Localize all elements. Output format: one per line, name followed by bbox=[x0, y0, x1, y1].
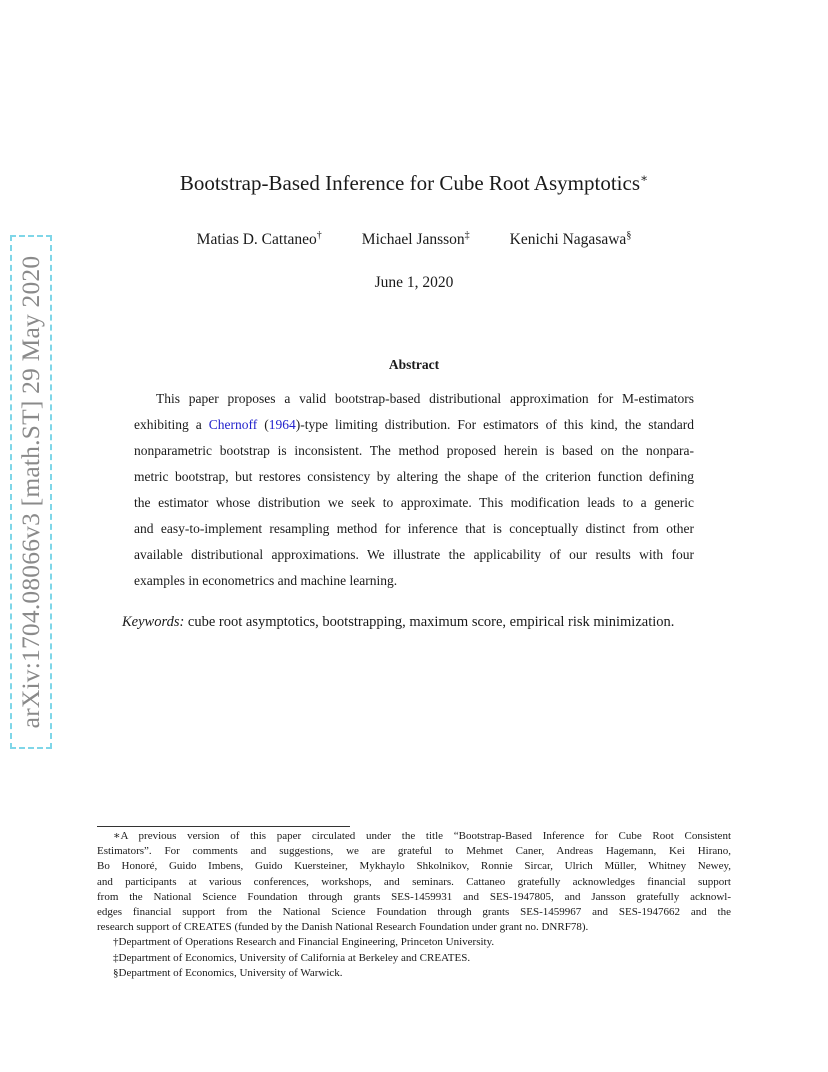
footnote-section: §Department of Economics, University of Warwick. bbox=[113, 966, 343, 979]
abstract-heading: Abstract bbox=[388, 357, 440, 372]
title-text: Bootstrap-Based Inference for Cube Root Asymptotics bbox=[179, 171, 640, 195]
author-list bbox=[0, 230, 828, 249]
abstract-body bbox=[134, 386, 694, 594]
footnote-line: from the National Science Foundation through grants SES-1459931 and SES-1947805, and Jansson gratefully acknowl- bbox=[97, 890, 731, 903]
keywords-label: Keywords: bbox=[122, 614, 185, 630]
citation-link-author[interactable]: Chernoff bbox=[208, 417, 258, 432]
abstract-line: nonparametric bootstrap is inconsistent. The method proposed herein is based on the nonpara- bbox=[134, 443, 694, 458]
author-footnote-mark: † bbox=[316, 230, 322, 241]
arxiv-stamp bbox=[10, 235, 52, 749]
author-1 bbox=[197, 230, 322, 249]
author-2 bbox=[362, 230, 470, 249]
footnote-line: ∗A previous version of this paper circulated under the title “Bootstrap-Based Inference for Cube Root Consistent bbox=[113, 830, 731, 842]
author-name: Matias D. Cattaneo bbox=[196, 231, 317, 248]
footnote-line: and participants at various conferences, workshops, and seminars. Cattaneo gratefully acknowledges financial support bbox=[97, 875, 731, 888]
footnote-line: Estimators”. For comments and suggestions, we are grateful to Mehmet Caner, Andreas Hagemann, Kei Hirano, bbox=[97, 845, 731, 858]
arxiv-identifier[interactable]: arXiv:1704.08066v3 [math.ST] 29 May 2020 bbox=[16, 255, 45, 729]
author-name: Michael Jansson bbox=[361, 231, 465, 248]
abstract-line: examples in econometrics and machine learning. bbox=[134, 573, 398, 588]
paper-title bbox=[0, 171, 828, 196]
footnote-dagger: †Department of Operations Research and Financial Engineering, Princeton University. bbox=[113, 936, 495, 949]
abstract-line-with-citation: exhibiting a Chernoff (1964)-type limiting distribution. For estimators of this kind, the standard bbox=[134, 417, 694, 432]
citation-link-year[interactable]: 1964 bbox=[268, 417, 296, 432]
footnote-line: research support of CREATES (funded by the Danish National Research Foundation under grant no. DNRF78). bbox=[97, 921, 589, 934]
footnote-divider bbox=[97, 826, 350, 827]
abstract-line: the estimator whose distribution we seek to approximate. This modification leads to a generic bbox=[134, 495, 694, 510]
author-name: Kenichi Nagasawa bbox=[509, 231, 627, 248]
abstract-line: and easy-to-implement resampling method for inference that is conceptually distinct from other bbox=[134, 521, 694, 536]
footnotes bbox=[97, 829, 731, 981]
author-3 bbox=[510, 230, 632, 249]
footnote-line: edges financial support from the National Science Foundation through grants SES-1459967 and SES-1947662 and the bbox=[97, 906, 731, 919]
paper-date: June 1, 2020 bbox=[374, 274, 454, 291]
author-footnote-mark: ‡ bbox=[464, 230, 470, 241]
author-footnote-mark: § bbox=[626, 230, 632, 241]
abstract-line: This paper proposes a valid bootstrap-based distributional approximation for M-estimators bbox=[156, 391, 694, 406]
keywords bbox=[122, 614, 674, 631]
title-footnote-mark: ∗ bbox=[640, 171, 649, 185]
footnote-line: Bo Honoré, Guido Imbens, Guido Kuersteiner, Mykhaylo Shkolnikov, Ronnie Sircar, Ulrich Müller, Whitney Newey, bbox=[97, 860, 731, 873]
keywords-text: cube root asymptotics, bootstrapping, maximum score, empirical risk minimization. bbox=[187, 614, 675, 630]
abstract-line: metric bootstrap, but restores consistency by altering the shape of the criterion function defining bbox=[134, 469, 694, 484]
footnote-double-dagger: ‡Department of Economics, University of California at Berkeley and CREATES. bbox=[113, 951, 471, 964]
abstract-line: available distributional approximations. We illustrate the applicability of our results with four bbox=[134, 547, 694, 562]
